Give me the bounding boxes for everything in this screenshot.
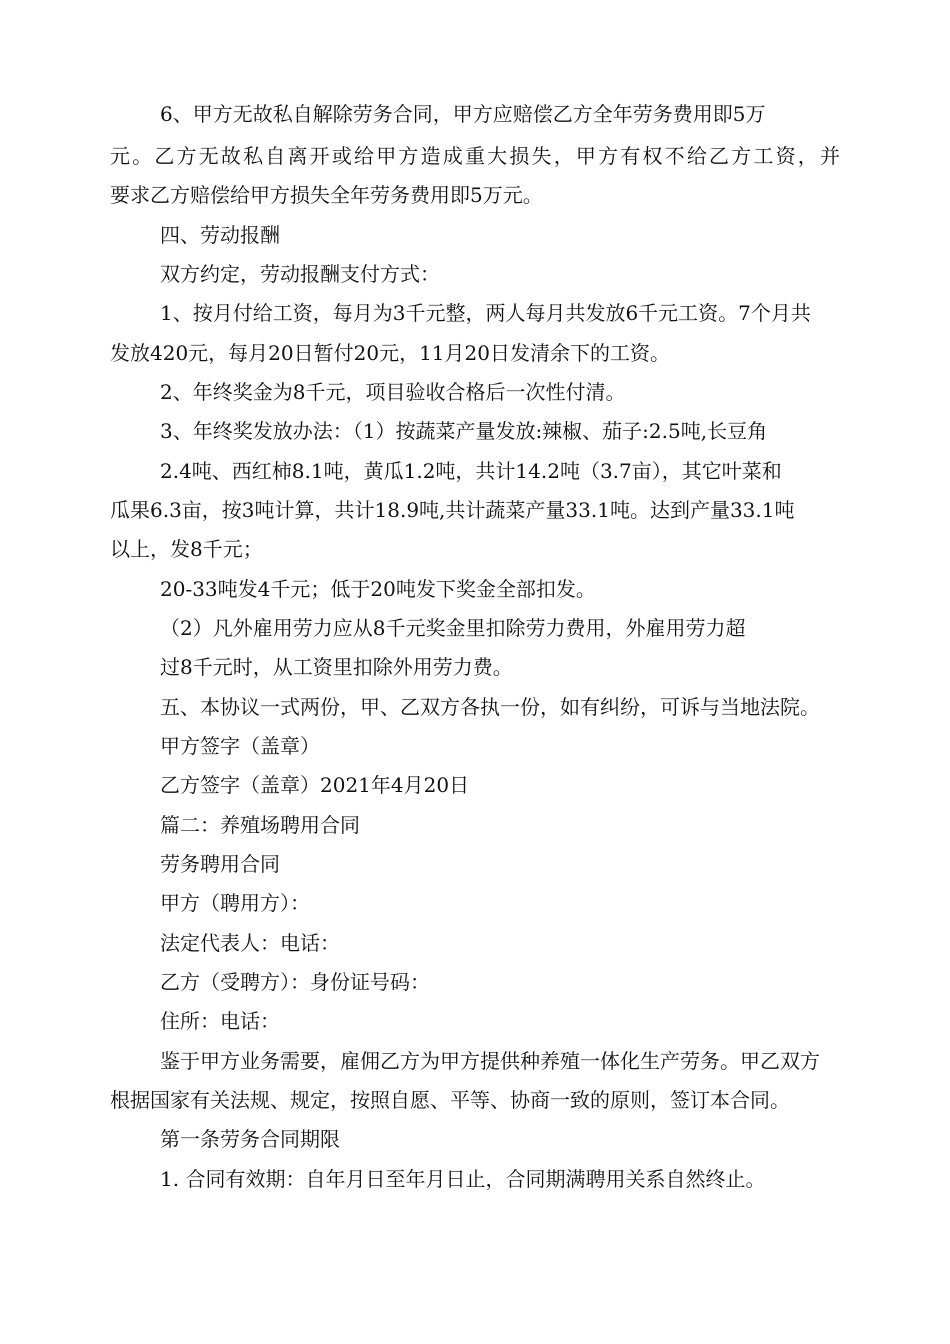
- signature-line: 甲方签字（盖章）: [160, 734, 320, 758]
- text-line: （2）凡外雇用劳力应从8千元奖金里扣除劳力费用，外雇用劳力超: [160, 616, 746, 640]
- text-line: 20-33吨发4千元；低于20吨发下奖金全部扣发。: [160, 577, 596, 601]
- address-line: 住所：电话：: [160, 1009, 280, 1033]
- party-b-line: 乙方（受聘方）：身份证号码：: [160, 970, 430, 994]
- text-line: 发放420元，每月20日暂付20元，11月20日发清余下的工资。: [110, 341, 670, 365]
- text-line: 以上，发8千元；: [110, 537, 263, 561]
- text-line: 3、年终奖发放办法：（1）按蔬菜产量发放:辣椒、茄子:2.5吨,长豆角: [160, 419, 768, 443]
- text-line: 要求乙方赔偿给甲方损失全年劳务费用即5万元。: [110, 183, 543, 207]
- chapter-title: 篇二：养殖场聘用合同: [160, 813, 360, 837]
- representative-line: 法定代表人：电话：: [160, 931, 340, 955]
- text-line: 1、按月付给工资，每月为3千元整，两人每月共发放6千元工资。7个月共: [160, 301, 811, 325]
- party-a-line: 甲方（聘用方）：: [160, 891, 310, 915]
- signature-line: 乙方签字（盖章）2021年4月20日: [160, 773, 470, 797]
- text-line: 瓜果6.3亩，按3吨计算，共计18.9吨,共计蔬菜产量33.1吨。达到产量33.1吨: [110, 498, 795, 522]
- text-line: 鉴于甲方业务需要，雇佣乙方为甲方提供种养殖一体化生产劳务。甲乙双方: [160, 1049, 820, 1073]
- text-line: 双方约定，劳动报酬支付方式：: [160, 262, 440, 286]
- section-heading: 四、劳动报酬: [160, 223, 280, 247]
- text-line: 6、甲方无故私自解除劳务合同，甲方应赔偿乙方全年劳务费用即5万: [160, 102, 766, 126]
- text-line: 过8千元时，从工资里扣除外用劳力费。: [160, 655, 513, 679]
- contract-title: 劳务聘用合同: [160, 852, 280, 876]
- section-heading: 五、本协议一式两份，甲、乙双方各执一份，如有纠纷，可诉与当地法院。: [160, 695, 820, 719]
- text-line: 根据国家有关法规、规定，按照自愿、平等、协商一致的原则，签订本合同。: [110, 1088, 790, 1112]
- text-line: 2、年终奖金为8千元，项目验收合格后一次性付清。: [160, 380, 626, 404]
- text-line: 2.4吨、西红柿8.1吨，黄瓜1.2吨，共计14.2吨（3.7亩），其它叶菜和: [160, 459, 782, 483]
- text-line: 元。乙方无故私自离开或给甲方造成重大损失，甲方有权不给乙方工资，并: [110, 144, 843, 168]
- article-heading: 第一条劳务合同期限: [160, 1127, 340, 1151]
- text-line: 1. 合同有效期：自年月日至年月日止，合同期满聘用关系自然终止。: [160, 1167, 766, 1191]
